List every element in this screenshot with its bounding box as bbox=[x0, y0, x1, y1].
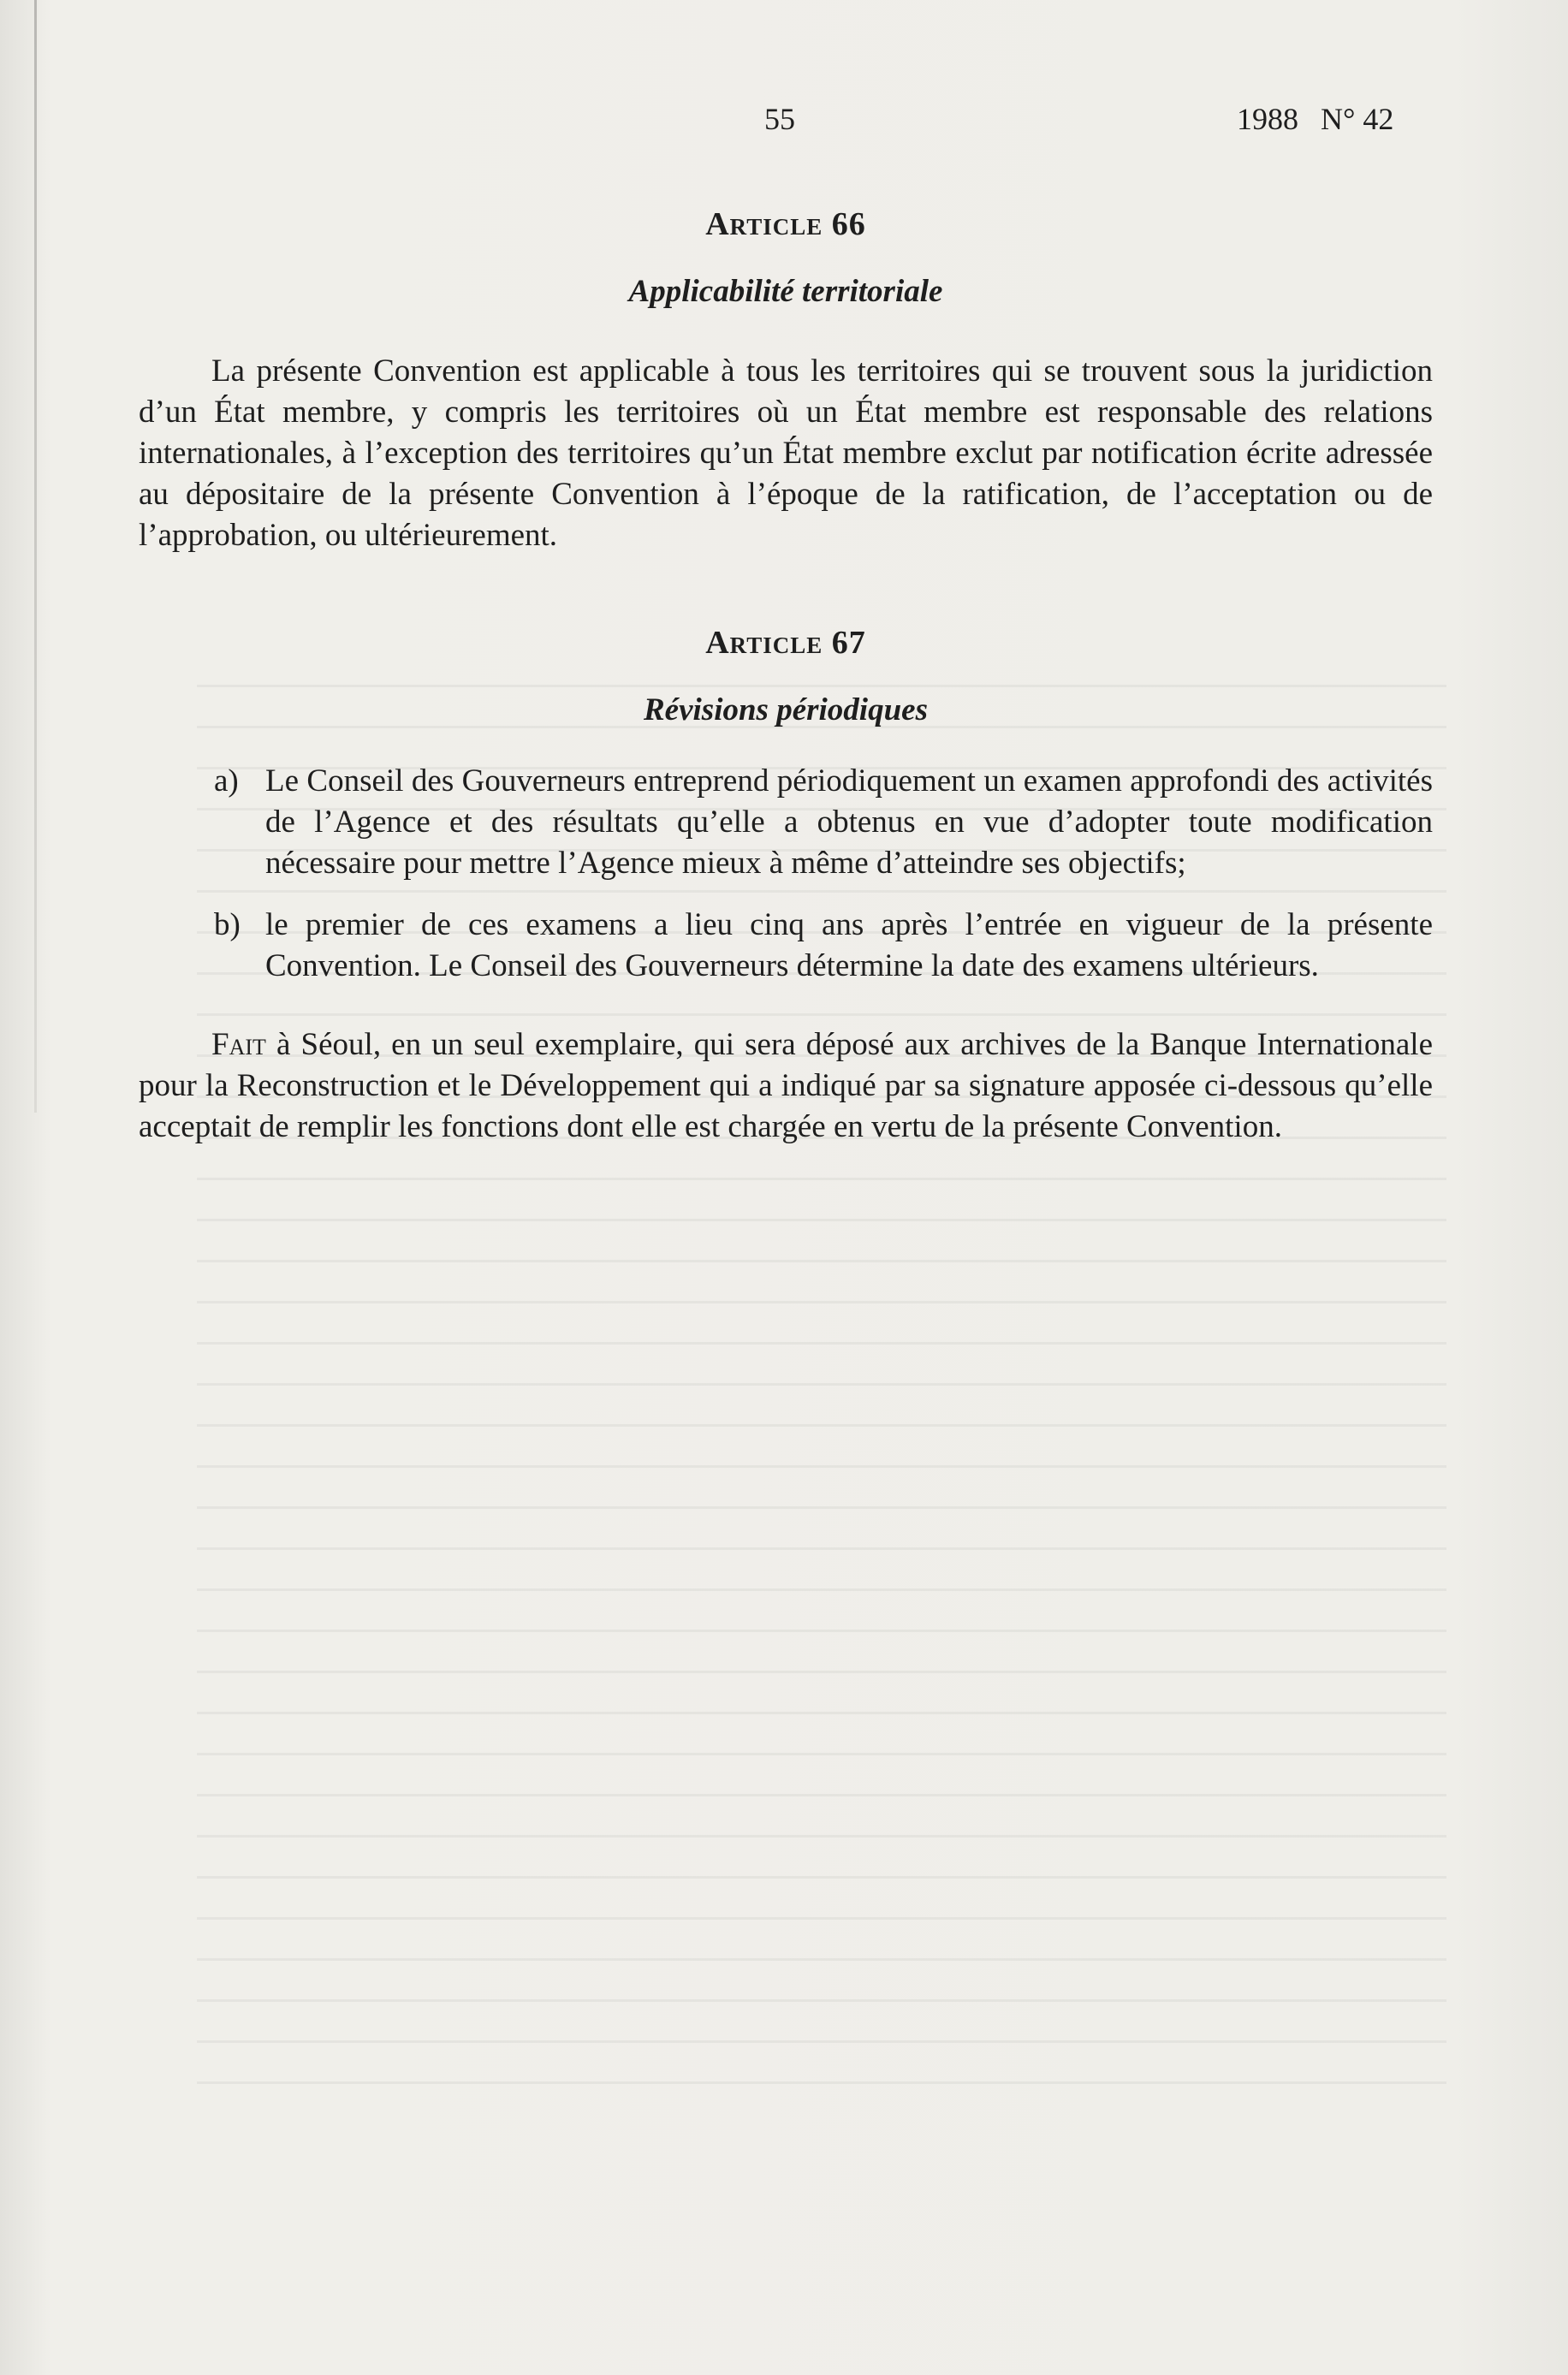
item-label: b) bbox=[214, 907, 241, 942]
page-number: 55 bbox=[764, 102, 795, 136]
closing-lead: Fait bbox=[211, 1027, 266, 1062]
year: 1988 bbox=[1237, 102, 1298, 136]
document-number: N° 42 bbox=[1321, 102, 1394, 136]
article-67-subtitle: Révisions périodiques bbox=[644, 692, 928, 727]
year-and-number bbox=[1237, 101, 1393, 137]
article-66-subtitle: Applicabilité territoriale bbox=[628, 274, 943, 309]
item-text: le premier de ces examens a lieu cinq ans après l’entrée en vigueur de la présente Convention. Le Conseil des Gouverneurs détermine la date des examens ultérieurs. bbox=[265, 907, 1433, 983]
page-header bbox=[0, 101, 1568, 152]
closing-paragraph bbox=[139, 1024, 1433, 1148]
article-67-title: Article 67 bbox=[705, 625, 866, 661]
article-67-item-a bbox=[139, 761, 1433, 884]
closing-text: à Séoul, en un seul exemplaire, qui sera déposé aux archives de la Banque Internationale pour la Reconstruction et le Développement qui a indiqué par sa signature apposée ci-dessous qu’elle acceptait de remplir les fonctions dont elle est chargée en vertu de la présente Convention. bbox=[139, 1027, 1433, 1144]
article-67-item-b bbox=[139, 905, 1433, 987]
page-content bbox=[139, 204, 1433, 1148]
article-66-text: La présente Convention est applicable à tous les territoires qui se trouvent sous la juridiction d’un État membre, y compris les territoires où un État membre est responsable des relations internationales, à l’exception des territoires qu’un État membre exclut par notification écrite adressée au dépositaire de la présente Convention à l’époque de la ratification, de l’acceptation ou de l’approbation, ou ultérieurement. bbox=[139, 353, 1433, 553]
item-label: a) bbox=[214, 763, 239, 799]
article-66-title: Article 66 bbox=[705, 206, 866, 242]
item-text: Le Conseil des Gouverneurs entreprend périodiquement un examen approfondi des activités de l’Agence et des résultats qu’elle a obtenus en vue d’adopter toute modification nécessaire pour mettre l’Agence mieux à même d’atteindre ses objectifs; bbox=[265, 763, 1433, 881]
binding-edge bbox=[34, 0, 37, 1113]
